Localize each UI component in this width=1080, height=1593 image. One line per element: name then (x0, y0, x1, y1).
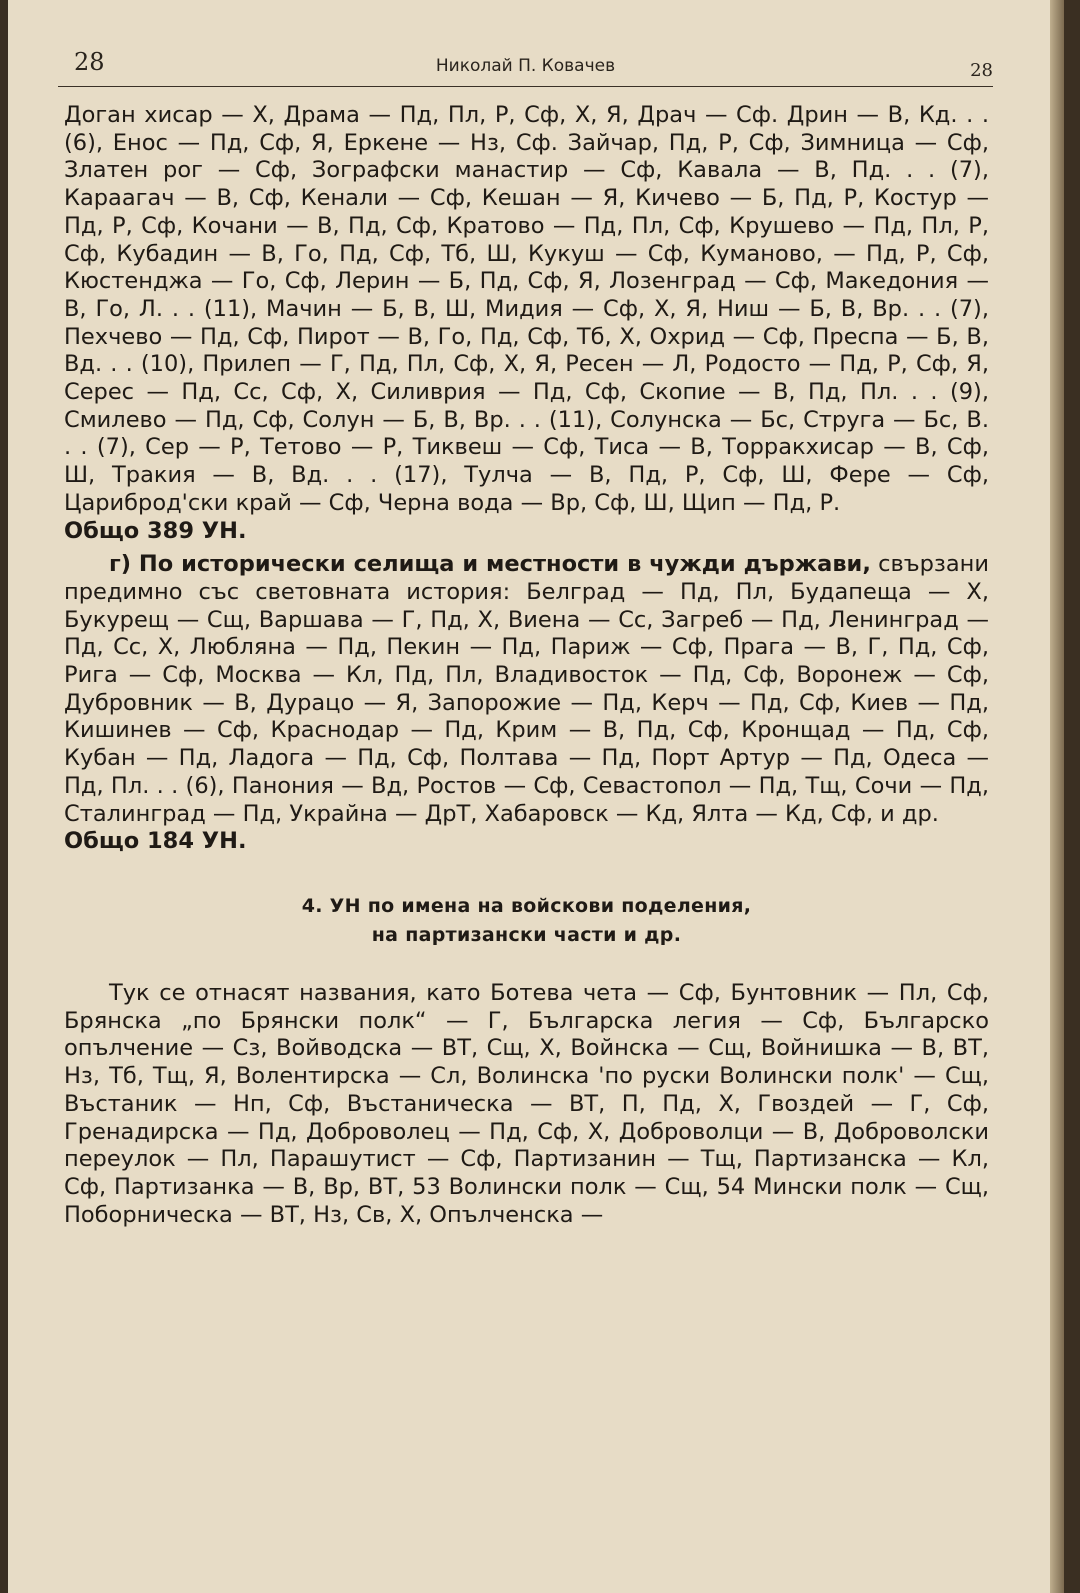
page-edge-shadow (1050, 0, 1064, 1593)
total-184: Общо 184 УН. (64, 828, 247, 855)
section-4-heading-line2: на партизански части и др. (371, 923, 682, 946)
page-number-right: 28 (970, 60, 993, 81)
place-list-text: Доган хисар — Х, Драма — Пд, Пл, Р, Сф, Х, Я, Драч — Сф. Дрин — В, Кд. . . (6), Енос — Пд, Сф, Я, Еркене — Нз, Сф. Зайчар, Пд, Р, Сф, Зимница — Сф, Златен рог — Сф, Зографски манастир — Сф, Кавала — В, Пд. . . (7), Караагач — В, Сф, Кенали — Сф, Кешан — Я, Кичево — Б, Пд, Р, Костур — Пд, Р, Сф, Кочани — В, Пд, Сф, Кратово — Пд, Пл, Сф, Крушево — Пд, Пл, Р, Сф, Кубадин — В, Го, Пд, Сф, Тб, Ш, Кукуш — Сф, Куманово, — Пд, Р, Сф, Кюстенджа — Го, Сф, Лерин — Б, Пд, Сф, Я, Лозенград — Сф, Македония — В, Го, Л. . . (11), Мачин — Б, В, Ш, Мидия — Сф, Х, Я, Ниш — Б, В, Вр. . . (7), Пехчево — Пд, Сф, Пирот — В, Го, Пд, Сф, Тб, Х, Охрид — Сф, Преспа — Б, В, Вд. . . (10), Прилеп — Г, Пд, Пл, Сф, Х, Я, Ресен — Л, Родосто — Пд, Р, Сф, Я, Серес — Пд, Сс, Сф, Х, Силиврия — Пд, Сф, Скопие — В, Пд, Пл. . . (9), Смилево — Пд, Сф, Солун — Б, В, Вр. . . (11), Солунска — Бс, Струга — Бс, В. . . (7), Сер — Р, Тетово — Р, Тиквеш — Сф, Тиса — В, Тopракхисар — В, Сф, Ш, Тракия — В, Вд. . . (17), Тулча — В, Пд, Р, Сф, Ш, Фере — Сф, Цариброд'ски край — Сф, Черна вода — Вр, Сф, Ш, Щип — Пд, Р. (64, 102, 989, 516)
subsection-g-label: г) По исторически селища и местности в чужди държави, (109, 551, 871, 578)
military-units-text: Тук се отнасят названия, като Ботева чета — Сф, Бунтовник — Пл, Сф, Брянска „по Брянски полк“ — Г, Българска легия — Сф, Българско опълчение — Сз, Войводска — ВТ, Сщ, Х, Войнска — Сщ, Войнишка — В, ВТ, Нз, Тб, Тщ, Я, Волентирска — Сл, Волинска 'по руски Волински полк' — Сщ, Въстаник — Нп, Сф, Въстаническа — ВТ, П, Пд, Х, Гвоздей — Г, Сф, Гренадирска — Пд, Доброволец — Пд, Сф, Х, Доброволци — В, Доброволски переулок — Пл, Парашутист — Сф, Партизанин — Тщ, Партизанска — Кл, Сф, Партизанка — В, Вр, ВТ, 53 Волински полк — Сщ, 54 Мински полк — Сщ, Побoрническа — ВТ, Нз, Св, Х, Опълченска — (64, 979, 989, 1228)
section-4-heading (64, 892, 989, 950)
paragraph-historical-places (64, 551, 989, 828)
historical-places-text: свързани предимно със световната история: Белград — Пд, Пл, Будапеща — Х, Букурещ — Сщ, Варшава — Г, Пд, Х, Виена — Сс, Загреб — Пд, Ленинград — Пд, Сс, Х, Любляна — Пд, Пекин — Пд, Париж — Сф, Прага — В, Г, Пд, Сф, Рига — Сф, Москва — Кл, Пд, Пл, Владивосток — Пд, Сф, Воронеж — Сф, Дубровник — В, Дурацо — Я, Запорожие — Пд, Керч — Пд, Сф, Киев — Пд, Кишинев — Сф, Краснодар — Пд, Крим — В, Пд, Сф, Кронщад — Пд, Сф, Кубан — Пд, Ладога — Пд, Сф, Полтава — Пд, Порт Артур — Пд, Одеса — Пд, Пл. . . (6), Панония — Вд, Ростов — Сф, Севастопол — Пд, Тщ, Сочи — Пд, Сталинград — Пд, Украйна — ДрТ, Хабаровск — Кд, Ялта — Кд, Сф, и др. (64, 551, 989, 827)
header-rule (58, 86, 993, 87)
paragraph-place-list (64, 102, 989, 518)
page-header (58, 48, 993, 88)
running-title: Николай П. Ковачев (435, 56, 616, 76)
page-number-left: 28 (74, 48, 105, 76)
total-389: Общо 389 УН. (64, 517, 247, 544)
section-4-heading-line1: 4. УН по имена на войскови поделения, (301, 894, 752, 917)
book-page (8, 0, 1064, 1593)
body-text (64, 102, 989, 1229)
paragraph-military-units (64, 980, 989, 1229)
